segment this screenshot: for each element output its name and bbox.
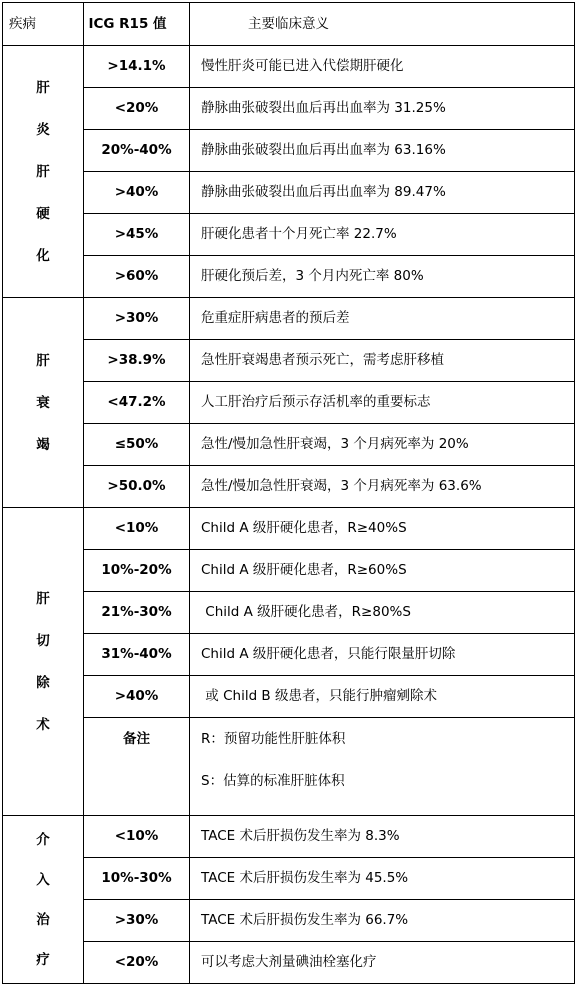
disease-char: 除 [36,674,50,691]
icg-value: <10% [84,508,190,550]
table-row [3,550,575,592]
disease-char: 切 [36,632,50,649]
icg-value: >14.1% [84,46,190,88]
note-cell [190,718,575,816]
table-row [3,424,575,466]
icg-value: 31%-40% [84,634,190,676]
table-row [3,46,575,88]
disease-char: 化 [36,247,50,264]
icg-value: <20% [84,88,190,130]
header-icg-r15: ICG R15 值 [84,3,190,46]
clinical-meaning: 肝硬化患者十个月死亡率 22.7% [190,214,575,256]
disease-char: 炎 [36,121,50,138]
disease-char: 衰 [36,394,50,411]
clinical-meaning: TACE 术后肝损伤发生率为 66.7% [190,900,575,942]
icg-value: >30% [84,298,190,340]
disease-char: 治 [36,911,50,928]
disease-char: 入 [36,871,50,888]
icg-value: >38.9% [84,340,190,382]
table-row [3,88,575,130]
clinical-meaning: 急性/慢加急性肝衰竭，3 个月病死率为 20% [190,424,575,466]
table-row [3,256,575,298]
clinical-meaning: 或 Child B 级患者，只能行肿瘤剜除术 [190,676,575,718]
disease-cell-intervention [3,816,84,984]
icg-value: 10%-30% [84,858,190,900]
clinical-meaning: 静脉曲张破裂出血后再出血率为 89.47% [190,172,575,214]
icg-value: >50.0% [84,466,190,508]
disease-char: 术 [36,716,50,733]
table-row [3,466,575,508]
disease-char: 肝 [36,79,50,96]
table-row [3,508,575,550]
clinical-meaning: 急性肝衰竭患者预示死亡，需考虑肝移植 [190,340,575,382]
table-row [3,382,575,424]
disease-char: 肝 [36,590,50,607]
table-header-row [3,3,575,46]
icg-value: >40% [84,676,190,718]
disease-cell-cirrhosis [3,46,84,298]
clinical-meaning: 肝硬化预后差，3 个月内死亡率 80% [190,256,575,298]
clinical-meaning: 静脉曲张破裂出血后再出血率为 63.16% [190,130,575,172]
clinical-meaning: 急性/慢加急性肝衰竭，3 个月病死率为 63.6% [190,466,575,508]
note-label: 备注 [84,718,190,816]
clinical-meaning: TACE 术后肝损伤发生率为 45.5% [190,858,575,900]
clinical-meaning: 危重症肝病患者的预后差 [190,298,575,340]
header-disease: 疾病 [3,3,84,46]
disease-char: 竭 [36,436,50,453]
clinical-meaning: 静脉曲张破裂出血后再出血率为 31.25% [190,88,575,130]
disease-char: 硬 [36,205,50,222]
clinical-meaning: TACE 术后肝损伤发生率为 8.3% [190,816,575,858]
icg-value: >45% [84,214,190,256]
table-row [3,816,575,858]
table-row [3,942,575,984]
icg-value: 20%-40% [84,130,190,172]
clinical-meaning: 人工肝治疗后预示存活机率的重要标志 [190,382,575,424]
disease-char: 介 [36,831,50,848]
icg-value: <10% [84,816,190,858]
note-line: S：估算的标准肝脏体积 [201,773,345,789]
table-row [3,592,575,634]
icg-value: 21%-30% [84,592,190,634]
clinical-meaning: Child A 级肝硬化患者，R≥40%S [190,508,575,550]
table-row [3,900,575,942]
icg-r15-table [2,2,575,984]
icg-value: ≤50% [84,424,190,466]
table-row [3,130,575,172]
clinical-meaning: Child A 级肝硬化患者，R≥80%S [190,592,575,634]
icg-value: <20% [84,942,190,984]
icg-value: >30% [84,900,190,942]
clinical-meaning: 慢性肝炎可能已进入代偿期肝硬化 [190,46,575,88]
clinical-meaning: Child A 级肝硬化患者，只能行限量肝切除 [190,634,575,676]
table-row [3,676,575,718]
table-row [3,172,575,214]
icg-value: >40% [84,172,190,214]
table-row [3,214,575,256]
table-row-note [3,718,575,816]
table-row [3,340,575,382]
icg-value: 10%-20% [84,550,190,592]
icg-value: >60% [84,256,190,298]
disease-char: 肝 [36,352,50,369]
header-significance: 主要临床意义 [190,3,575,46]
disease-cell-hepatectomy [3,508,84,816]
disease-cell-liver-failure [3,298,84,508]
clinical-meaning: Child A 级肝硬化患者，R≥60%S [190,550,575,592]
table-row [3,634,575,676]
clinical-meaning: 可以考虑大剂量碘油栓塞化疗 [190,942,575,984]
disease-char: 肝 [36,163,50,180]
icg-value: <47.2% [84,382,190,424]
disease-char: 疗 [36,951,50,968]
table-row [3,298,575,340]
table-row [3,858,575,900]
note-line: R：预留功能性肝脏体积 [201,731,346,747]
